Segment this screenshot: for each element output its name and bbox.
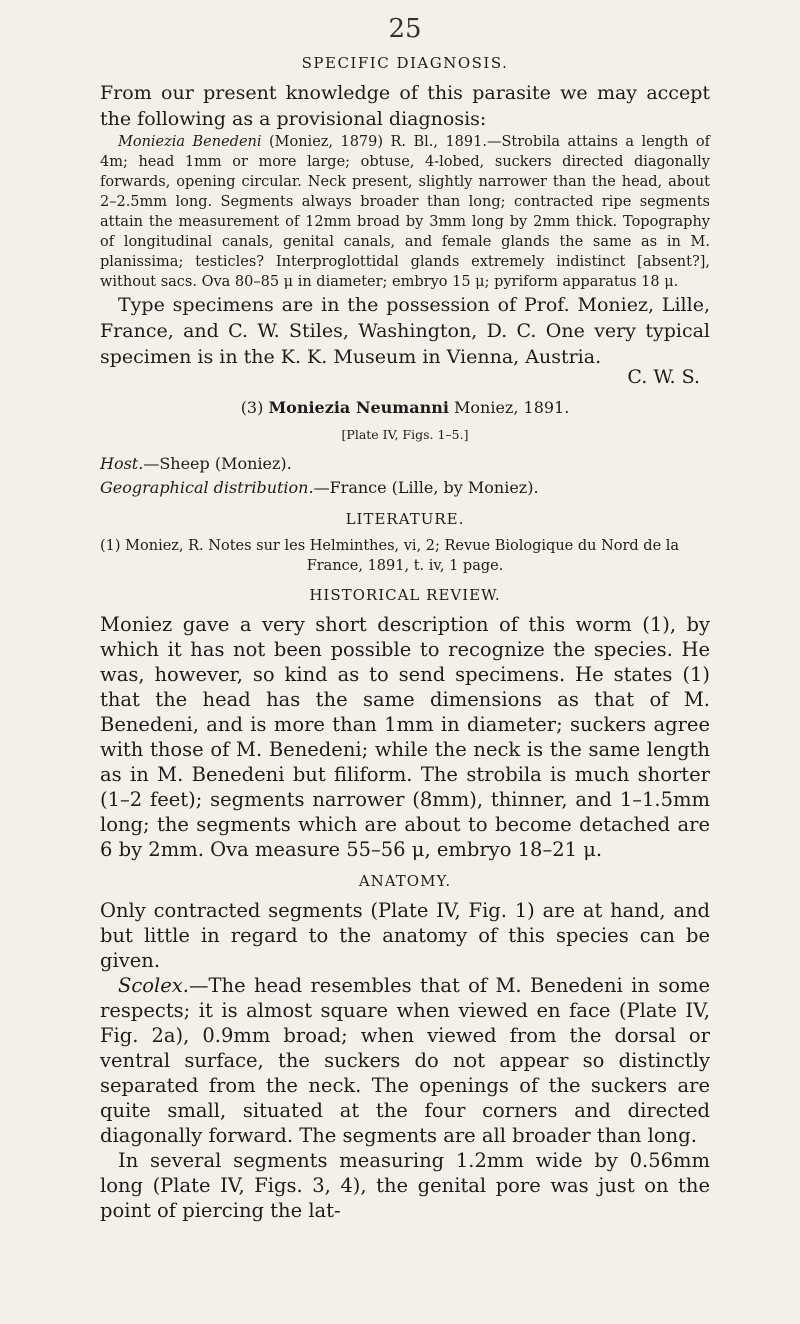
host-value: —Sheep (Moniez). <box>143 454 292 473</box>
scolex-paragraph <box>100 973 710 1148</box>
historical-review-heading: HISTORICAL REVIEW. <box>309 586 501 604</box>
author-signature: C. W. S. <box>627 366 700 388</box>
final-paragraph: In several segments measuring 1.2mm wide by 0.56mm long (Plate IV, Figs. 3, 4), the genital pore was just on the point of piercing the lat- <box>100 1149 710 1222</box>
plate-reference: [Plate IV, Figs. 1–5.] <box>341 427 469 442</box>
distribution-line <box>100 476 710 500</box>
page-number: 25 <box>388 14 422 44</box>
species-heading <box>100 398 710 417</box>
species-authority: Moniez, 1891. <box>454 398 570 417</box>
scolex-label: Scolex. <box>118 974 189 997</box>
literature-entry <box>100 536 710 576</box>
anatomy-intro-paragraph: Only contracted segments (Plate IV, Fig. 1) are at hand, and but little in regard to the anatomy of this species can be given. <box>100 899 710 972</box>
scolex-text: —The head resembles that of M. Benedeni in some respects; it is almost square when viewed en face (Plate IV, Fig. 2a), 0.9mm broad; when viewed from the dorsal or ventral surface, the suckers do not appear so distinctly separated from the neck. The openings of the suckers are quite small, situated at the four corners and directed diagonally forward. The segments are all broader than long. <box>100 974 710 1147</box>
anatomy-heading: ANATOMY. <box>358 872 452 890</box>
intro-paragraph: From our present knowledge of this parasite we may accept the following as a provisional diagnosis: <box>100 82 710 130</box>
distribution-value: —France (Lille, by Moniez). <box>313 478 539 497</box>
species-number: (3) <box>240 398 264 417</box>
distribution-label: Geographical distribution. <box>100 478 314 497</box>
section-title: SPECIFIC DIAGNOSIS. <box>301 54 509 72</box>
host-line <box>100 452 710 476</box>
species-name: Moniezia Neumanni <box>268 398 449 417</box>
literature-ref: (1) Moniez, R. Notes sur les Helminthes, vi, 2; Revue Biologique du Nord de la <box>100 538 680 554</box>
page <box>100 14 710 1223</box>
diagnosis-text: (Moniez, 1879) R. Bl., 1891.—Strobila attains a length of 4m; head 1mm or more large; obtuse, 4-lobed, suckers directed diagonally forwards, opening circular. Neck present, slightly narrower than the head, about 2–2.5mm long. Segments always broader than long; contracted ripe segments attain the measurement of 12mm broad by 3mm long by 2mm thick. Topography of longitudinal canals, genital canals, and female glands the same as in M. planissima; testicles? Interproglottidal glands extremely indistinct [absent?], without sacs. Ova 80–85 μ in diameter; embryo 15 μ; pyriform apparatus 18 μ. <box>100 134 711 290</box>
literature-ref-continued: France, 1891, t. iv, 1 page. <box>306 558 504 574</box>
literature-heading: LITERATURE. <box>345 510 465 528</box>
type-specimens-paragraph: Type specimens are in the possession of Prof. Moniez, Lille, France, and C. W. Stiles, Washington, D. C. One very typical specimen is in the K. K. Museum in Vienna, Austria. <box>100 294 710 368</box>
diagnosis-paragraph <box>100 132 710 292</box>
host-label: Host. <box>100 454 144 473</box>
historical-review-paragraph: Moniez gave a very short description of this worm (1), by which it has not been possible to recognize the species. He was, however, so kind as to send specimens. He states (1) that the head has the same dimensions as that of M. Benedeni, and is more than 1mm in diameter; suckers agree with those of M. Benedeni; while the neck is the same length as in M. Benedeni but filiform. The strobila is much shorter (1–2 feet); segments narrower (8mm), thinner, and 1–1.5mm long; the segments which are about to become detached are 6 by 2mm. Ova measure 55–56 μ, embryo 18–21 μ. <box>100 613 710 861</box>
diagnosis-species-name: Moniezia Benedeni <box>118 134 262 150</box>
